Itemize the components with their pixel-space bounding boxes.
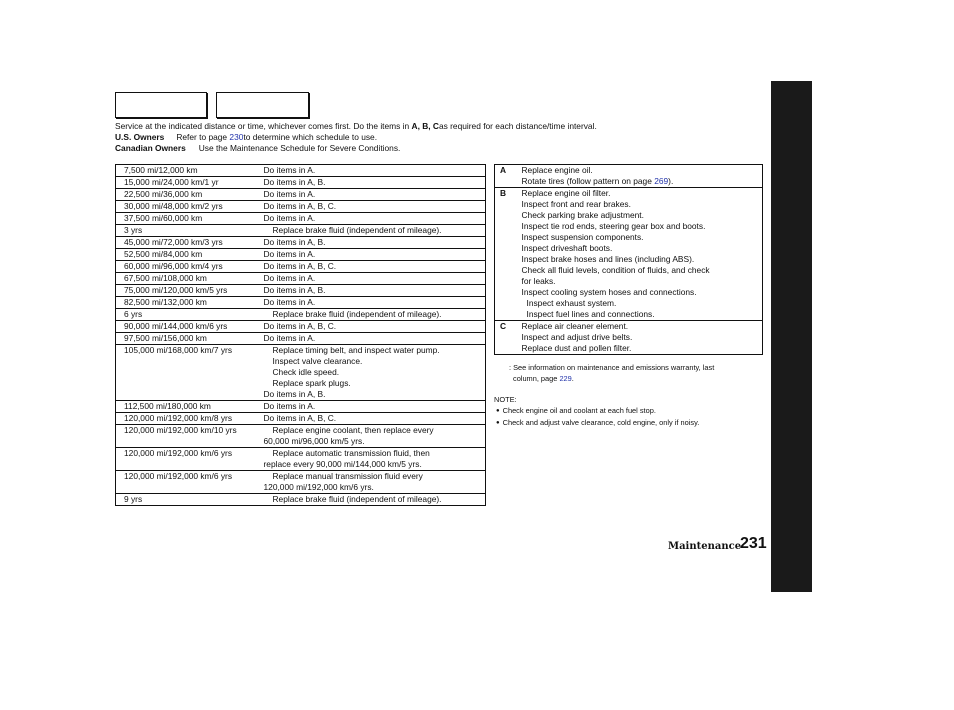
schedule-action-line: Replace brake fluid (independent of mileage). — [272, 225, 442, 235]
schedule-distance: 75,000 mi/120,000 km/5 yrs — [116, 285, 256, 297]
code-row-b — [495, 188, 763, 321]
page-number: 231 — [740, 535, 767, 552]
section-sidebar-band — [771, 81, 812, 592]
intro-line-1-end: as required for each distance/time interval. — [438, 121, 597, 131]
schedule-distance: 90,000 mi/144,000 km/6 yrs — [116, 321, 256, 333]
schedule-action-line: Do items in A, B, C. — [263, 413, 337, 423]
schedule-action-line: Do items in A, B. — [263, 285, 326, 295]
schedule-action-line: Replace brake fluid (independent of mileage). — [272, 494, 442, 504]
code-item-line: Inspect suspension components. — [521, 232, 644, 242]
schedule-action-line: Do items in A. — [263, 297, 316, 307]
code-item-text: Rotate tires (follow pattern on page — [521, 176, 655, 186]
code-row-a — [495, 165, 763, 188]
schedule-distance: 9 yrs — [116, 494, 256, 506]
schedule-row — [116, 471, 486, 494]
schedule-distance: 60,000 mi/96,000 km/4 yrs — [116, 261, 256, 273]
service-codes-table — [494, 164, 763, 355]
schedule-row — [116, 165, 486, 177]
note-item: ● Check and adjust valve clearance, cold engine, only if noisy. — [496, 417, 699, 429]
schedule-actions — [256, 201, 486, 213]
code-item-line — [522, 176, 757, 187]
schedule-action-line: 60,000 mi/96,000 km/5 yrs. — [263, 436, 365, 446]
schedule-actions — [256, 285, 486, 297]
schedule-action-line: replace every 90,000 mi/144,000 km/5 yrs. — [263, 459, 422, 469]
page-link-229[interactable]: 229 — [559, 374, 572, 383]
us-owners-label: U.S. Owners — [115, 132, 165, 142]
schedule-actions — [256, 189, 486, 201]
schedule-actions — [256, 413, 486, 425]
note-item: ● Check engine oil and coolant at each fuel stop. — [496, 405, 699, 417]
code-item-line: Inspect cooling system hoses and connections. — [521, 287, 697, 297]
schedule-distance: 112,500 mi/180,000 km — [116, 401, 256, 413]
schedule-row — [116, 261, 486, 273]
code-item-line: Check all fluid levels, condition of fluids, and check — [521, 265, 710, 275]
schedule-actions — [256, 309, 486, 321]
intro-line-1 — [115, 121, 755, 132]
schedule-action-line: Do items in A, B, C. — [263, 261, 337, 271]
schedule-actions — [256, 448, 486, 471]
schedule-actions — [256, 249, 486, 261]
us-owners-text: Refer to page — [176, 132, 230, 142]
schedule-distance: 67,500 mi/108,000 km — [116, 273, 256, 285]
schedule-actions — [256, 297, 486, 309]
schedule-row — [116, 401, 486, 413]
intro-line-1-start: Service at the indicated distance or time, whichever comes first. Do the items in — [115, 121, 412, 131]
code-item-line: Replace engine oil. — [521, 165, 593, 175]
intro-text — [115, 121, 755, 154]
schedule-distance: 37,500 mi/60,000 km — [116, 213, 256, 225]
schedule-action-line: Do items in A. — [263, 401, 316, 411]
schedule-actions — [256, 213, 486, 225]
schedule-row — [116, 225, 486, 237]
schedule-action-line: Replace spark plugs. — [272, 378, 351, 388]
schedule-actions — [256, 333, 486, 345]
code-item-line: Check parking brake adjustment. — [521, 210, 644, 220]
code-letter: C — [495, 321, 522, 355]
schedule-actions — [256, 471, 486, 494]
warranty-footnote — [509, 362, 759, 384]
schedule-actions — [256, 237, 486, 249]
code-items — [522, 321, 763, 355]
schedule-row — [116, 309, 486, 321]
schedule-row — [116, 177, 486, 189]
schedule-action-line: Replace brake fluid (independent of mileage). — [272, 309, 442, 319]
schedule-actions — [256, 177, 486, 189]
schedule-row — [116, 273, 486, 285]
schedule-action-line: Inspect valve clearance. — [272, 356, 363, 366]
schedule-distance: 6 yrs — [116, 309, 256, 321]
code-item-line: Inspect brake hoses and lines (including ABS). — [521, 254, 695, 264]
schedule-action-line: Do items in A. — [263, 249, 316, 259]
schedule-actions — [256, 225, 486, 237]
schedule-action-line: Do items in A, B. — [263, 389, 326, 399]
code-item-line: Inspect and adjust drive belts. — [521, 332, 633, 342]
schedule-action-line: Do items in A, B, C. — [263, 201, 337, 211]
schedule-row — [116, 345, 486, 401]
code-item-line: for leaks. — [521, 276, 556, 286]
code-item-line: Inspect tie rod ends, steering gear box and boots. — [521, 221, 706, 231]
footnote-line-1: : See information on maintenance and emissions warranty, last — [509, 363, 715, 372]
code-item-line: Replace air cleaner element. — [521, 321, 629, 331]
schedule-row — [116, 413, 486, 425]
schedule-row — [116, 448, 486, 471]
page-link-230[interactable]: 230 — [229, 132, 244, 142]
schedule-action-line: Do items in A, B, C. — [263, 321, 337, 331]
code-row-c — [495, 321, 763, 355]
canadian-owners-label: Canadian Owners — [115, 143, 186, 153]
page-link-269[interactable]: 269 — [654, 176, 669, 186]
schedule-actions — [256, 321, 486, 333]
code-items — [522, 165, 763, 188]
schedule-distance: 120,000 mi/192,000 km/10 yrs — [116, 425, 256, 448]
schedule-actions — [256, 261, 486, 273]
code-items — [522, 188, 763, 321]
code-item-line: Replace dust and pollen filter. — [521, 343, 632, 353]
footnote-line-2-end: . — [571, 374, 574, 383]
schedule-action-line: Do items in A. — [263, 273, 316, 283]
footnote-line-2 — [509, 373, 759, 384]
schedule-actions — [256, 273, 486, 285]
footer-section-label: Maintenance — [668, 541, 742, 552]
header-tab-box-right — [216, 92, 309, 118]
notes-list — [496, 405, 699, 429]
schedule-distance: 30,000 mi/48,000 km/2 yrs — [116, 201, 256, 213]
schedule-row — [116, 189, 486, 201]
schedule-distance: 120,000 mi/192,000 km/6 yrs — [116, 471, 256, 494]
schedule-row — [116, 249, 486, 261]
schedule-action-line: Do items in A. — [263, 333, 316, 343]
schedule-distance: 45,000 mi/72,000 km/3 yrs — [116, 237, 256, 249]
schedule-row — [116, 201, 486, 213]
schedule-actions — [256, 425, 486, 448]
schedule-row — [116, 425, 486, 448]
note-label: NOTE: — [494, 395, 517, 404]
us-owners-line — [115, 132, 755, 143]
code-item-line: Inspect front and rear brakes. — [521, 199, 631, 209]
schedule-distance: 7,500 mi/12,000 km — [116, 165, 256, 177]
schedule-row — [116, 297, 486, 309]
schedule-actions — [256, 165, 486, 177]
intro-line-1-bold: A, B, C — [411, 121, 439, 131]
footnote-line-2-text: column, page — [513, 374, 560, 383]
schedule-actions — [256, 401, 486, 413]
code-item-line: Inspect fuel lines and connections. — [526, 309, 655, 319]
code-item-line: Inspect exhaust system. — [526, 298, 617, 308]
schedule-action-line: Replace engine coolant, then replace every — [272, 425, 434, 435]
code-item-line: Replace engine oil filter. — [521, 188, 611, 198]
canadian-owners-line — [115, 143, 755, 154]
schedule-distance: 120,000 mi/192,000 km/8 yrs — [116, 413, 256, 425]
schedule-actions — [256, 345, 486, 401]
schedule-action-line: Replace automatic transmission fluid, then — [272, 448, 430, 458]
canadian-owners-text: Use the Maintenance Schedule for Severe Conditions. — [198, 143, 401, 153]
schedule-action-line: Replace manual transmission fluid every — [272, 471, 423, 481]
header-tab-box-left — [115, 92, 207, 118]
schedule-distance: 82,500 mi/132,000 km — [116, 297, 256, 309]
schedule-row — [116, 333, 486, 345]
schedule-row — [116, 285, 486, 297]
schedule-action-line: Do items in A, B. — [263, 237, 326, 247]
schedule-row — [116, 321, 486, 333]
schedule-row — [116, 237, 486, 249]
code-item-text-end: ). — [668, 176, 674, 186]
schedule-distance: 22,500 mi/36,000 km — [116, 189, 256, 201]
schedule-action-line: Do items in A. — [263, 189, 316, 199]
schedule-distance: 52,500 mi/84,000 km — [116, 249, 256, 261]
schedule-distance: 97,500 mi/156,000 km — [116, 333, 256, 345]
code-letter: A — [495, 165, 522, 188]
schedule-actions — [256, 494, 486, 506]
us-owners-text-end: to determine which schedule to use. — [243, 132, 378, 142]
schedule-distance: 120,000 mi/192,000 km/6 yrs — [116, 448, 256, 471]
code-letter: B — [495, 188, 522, 321]
schedule-action-line: 120,000 mi/192,000 km/6 yrs. — [263, 482, 374, 492]
maintenance-schedule-table — [115, 164, 486, 506]
code-item-line: Inspect driveshaft boots. — [521, 243, 613, 253]
schedule-action-line: Check idle speed. — [272, 367, 340, 377]
schedule-action-line: Do items in A. — [263, 165, 316, 175]
schedule-action-line: Do items in A. — [263, 213, 316, 223]
schedule-row — [116, 213, 486, 225]
schedule-action-line: Replace timing belt, and inspect water pump. — [272, 345, 440, 355]
schedule-distance: 3 yrs — [116, 225, 256, 237]
schedule-distance: 105,000 mi/168,000 km/7 yrs — [116, 345, 256, 401]
schedule-action-line: Do items in A, B. — [263, 177, 326, 187]
schedule-distance: 15,000 mi/24,000 km/1 yr — [116, 177, 256, 189]
schedule-row — [116, 494, 486, 506]
